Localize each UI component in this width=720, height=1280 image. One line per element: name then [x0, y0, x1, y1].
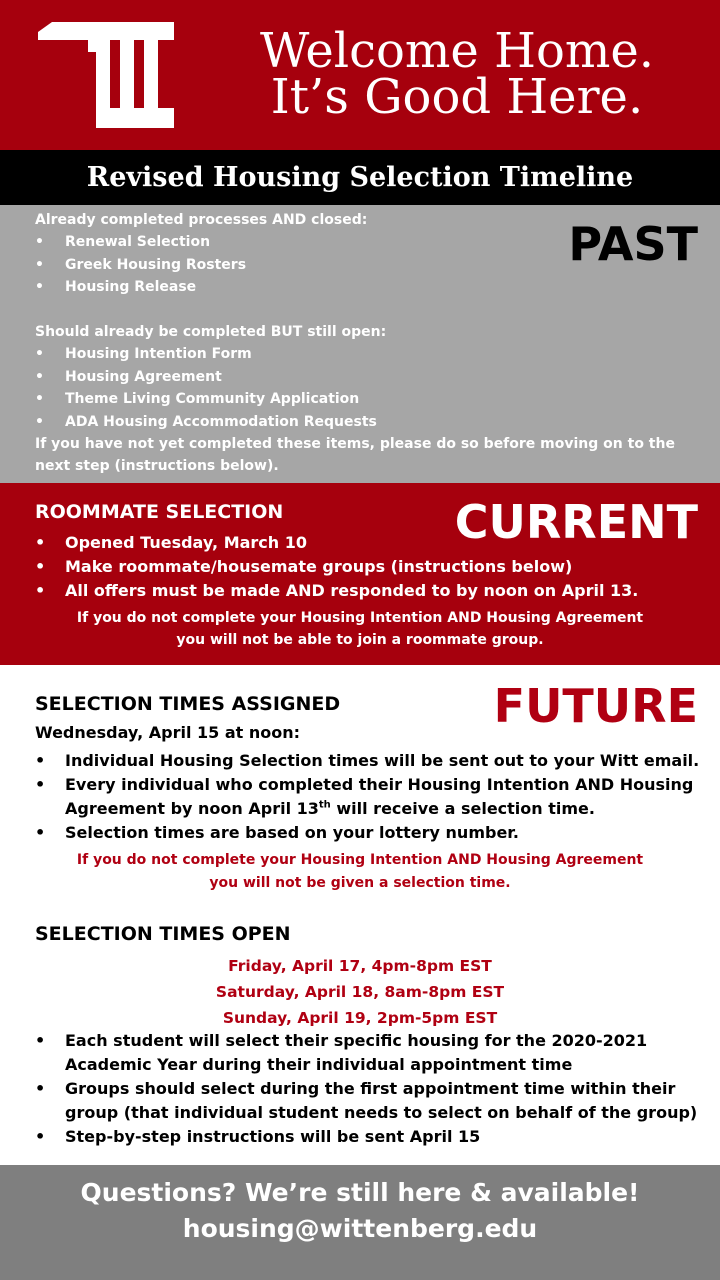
welcome-headline: [222, 23, 692, 125]
list-item: • Housing Agreement: [35, 366, 700, 388]
future-warning-note: [30, 849, 690, 895]
headline-line-1: Welcome Home.: [259, 23, 655, 79]
list-item: • Make roommate/housemate groups (instructions below): [35, 555, 700, 579]
list-item-text: Every individual who completed their Housing Intention AND Housing Agreement by noon April 13: [65, 775, 694, 818]
future-section: [0, 665, 720, 1165]
list-item: • Renewal Selection: [35, 231, 700, 253]
past-note: If you have not yet completed these items, please do so before moving on to the next step (instructions below).: [35, 436, 675, 475]
list-item: • Individual Housing Selection times will be sent out to your Witt email.: [35, 749, 700, 773]
selection-time: Sunday, April 19, 2pm-5pm EST: [222, 1009, 498, 1027]
past-section: [0, 205, 720, 483]
list-item: • Step-by-step instructions will be sent April 15: [35, 1125, 700, 1149]
list-item: • Housing Intention Form: [35, 343, 700, 365]
list-item: • Housing Release: [35, 276, 700, 298]
future-note-line-2: you will not be given a selection time.: [209, 875, 511, 891]
current-tag: CURRENT: [454, 495, 698, 549]
selection-time: Saturday, April 18, 8am-8pm EST: [215, 983, 505, 1001]
assigned-list-block: [35, 749, 700, 845]
future-tag: FUTURE: [493, 679, 698, 733]
list-item: • Opened Tuesday, March 10: [35, 531, 700, 555]
wittenberg-w-logo-icon: [38, 22, 174, 128]
current-note-line-1: If you do not complete your Housing Intention AND Housing Agreement: [76, 610, 644, 626]
questions-text: Questions? We’re still here & available!: [80, 1178, 640, 1207]
list-item: • Theme Living Community Application: [35, 388, 700, 410]
past-tag: PAST: [568, 217, 698, 271]
current-section: [0, 483, 720, 665]
closed-list: [35, 231, 700, 298]
ordinal-suffix: th: [318, 799, 331, 811]
headline-line-2: It’s Good Here.: [270, 69, 644, 125]
current-list: [35, 531, 700, 603]
list-item: [35, 773, 700, 821]
closed-block: [35, 209, 700, 299]
list-item: • Each student will select their specific housing for the 2020-2021 Academic Year during their individual appointment time: [35, 1029, 700, 1077]
assigned-date: Wednesday, April 15 at noon:: [35, 723, 301, 742]
current-note: [30, 607, 690, 651]
closed-heading: Already completed processes AND closed:: [35, 212, 368, 228]
list-item: • Groups should select during the first appointment time within their group (that individual student needs to select on behalf of the group): [35, 1077, 700, 1125]
selection-times-open-heading: SELECTION TIMES OPEN: [35, 923, 291, 945]
list-item: • Selection times are based on your lottery number.: [35, 821, 700, 845]
current-list-block: [35, 531, 700, 603]
list-item: • ADA Housing Accommodation Requests: [35, 411, 700, 433]
list-item: • All offers must be made AND responded to by noon on April 13.: [35, 579, 700, 603]
roommate-selection-heading: ROOMMATE SELECTION: [35, 501, 284, 523]
list-item: • Greek Housing Rosters: [35, 254, 700, 276]
selection-times-list: [0, 953, 720, 1031]
footer-contact: [0, 1165, 720, 1280]
open-list: [35, 343, 700, 433]
assigned-list: [35, 749, 700, 845]
selection-times-assigned-heading: SELECTION TIMES ASSIGNED: [35, 693, 341, 715]
current-note-line-2: you will not be able to join a roommate group.: [176, 632, 544, 648]
header-banner: [0, 0, 720, 150]
open-heading: Should already be completed BUT still open:: [35, 324, 387, 340]
open-list-block: [35, 1029, 700, 1149]
open-times-list: [35, 1029, 700, 1149]
list-item-text: will receive a selection time.: [330, 799, 595, 818]
contact-email[interactable]: housing@wittenberg.edu: [182, 1214, 538, 1243]
future-note-line-1: If you do not complete your Housing Intention AND Housing Agreement: [76, 852, 644, 868]
selection-time: Friday, April 17, 4pm-8pm EST: [228, 957, 492, 975]
open-block: [35, 321, 700, 433]
page-title: Revised Housing Selection Timeline: [0, 150, 720, 205]
